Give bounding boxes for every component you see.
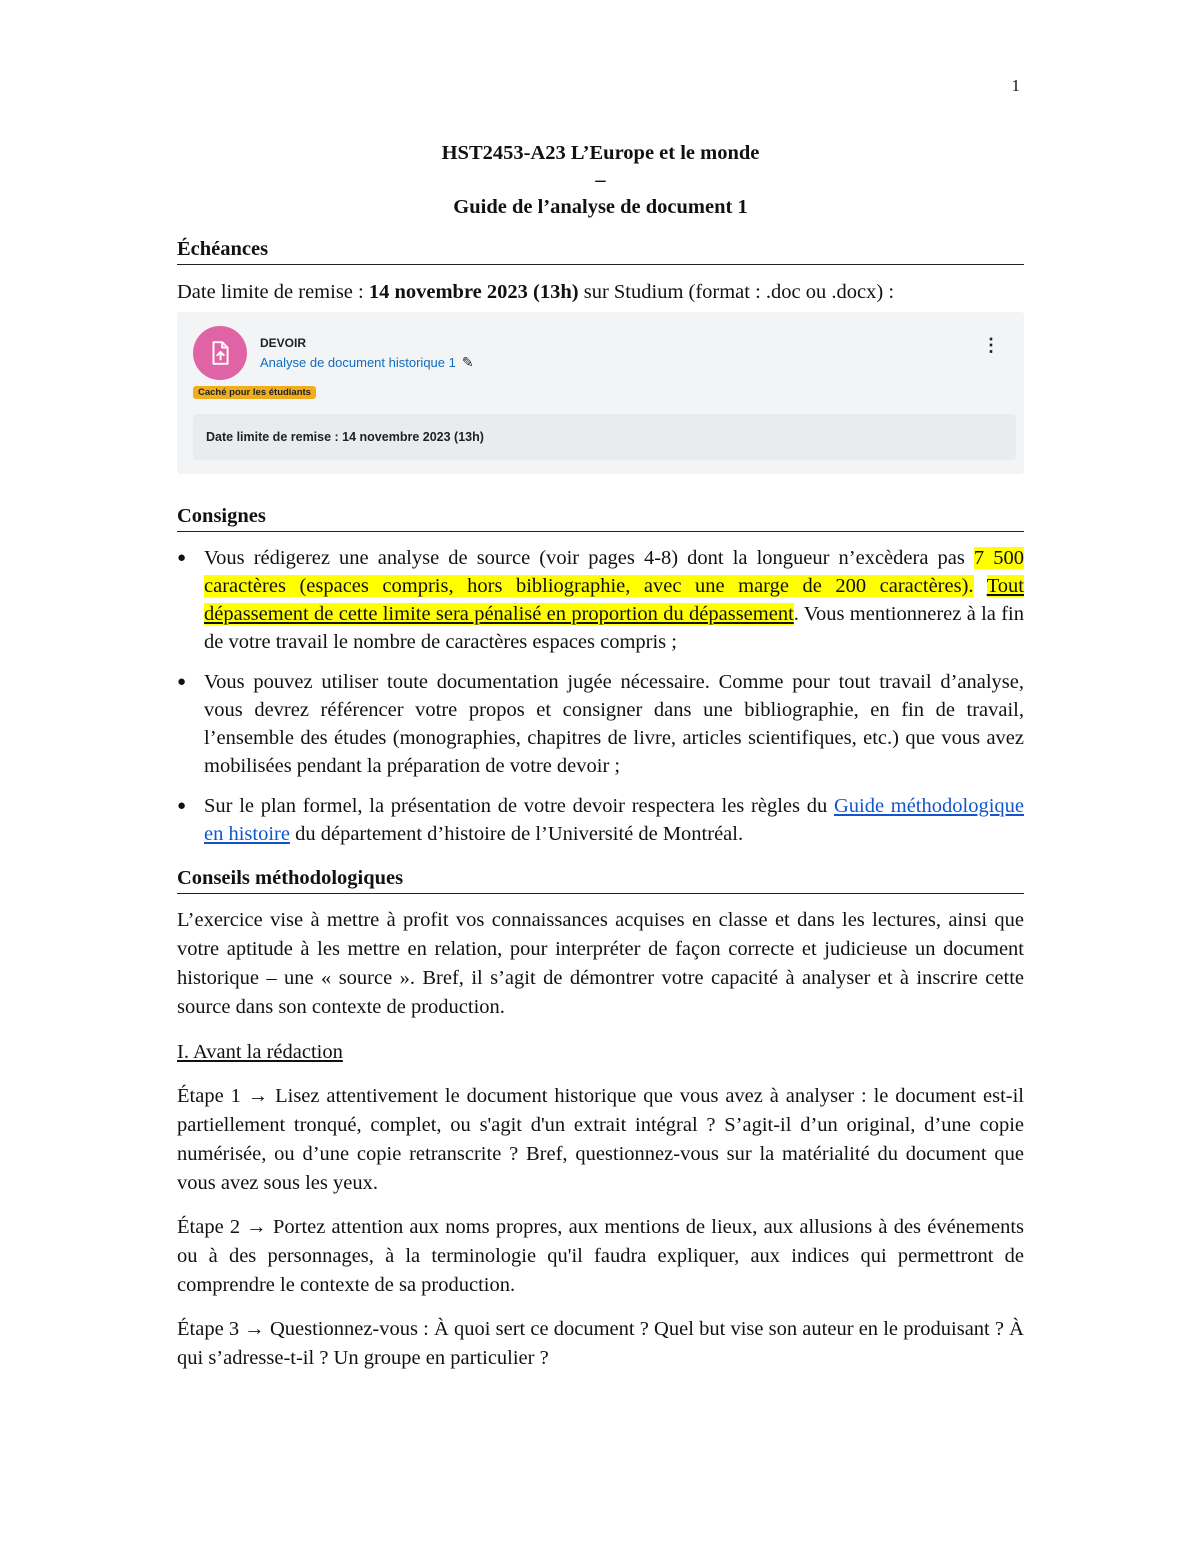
assignment-upload-icon[interactable]: [193, 326, 247, 380]
page-number: 1: [1011, 76, 1020, 95]
document-title: [177, 140, 1024, 221]
deadline-suffix: sur Studium (format : .doc ou .docx) :: [578, 281, 895, 303]
consigne-3-text-a: Sur le plan formel, la présentation de votre devoir respectera les règles du: [204, 795, 834, 817]
pencil-icon[interactable]: ✎: [461, 354, 474, 370]
consignes-list: [177, 544, 1024, 848]
list-item: [177, 668, 1024, 780]
card-type-label: DEVOIR: [260, 336, 307, 350]
kebab-menu-icon[interactable]: ⋮: [982, 335, 1000, 355]
hidden-badge: Caché pour les étudiants: [193, 386, 316, 399]
list-item: [177, 792, 1024, 848]
section-heading-consignes: Consignes: [177, 502, 1024, 532]
bullet-icon: ●: [177, 798, 187, 814]
etape-2: Étape 2 → Portez attention aux noms propres, aux mentions de lieux, aux allusions à des événements ou à des personnages, à la terminologie qu'il faudra expliquer, aux indices qui permettront de comprendre le contexte de sa production.: [177, 1216, 1024, 1296]
consigne-1-text-b: . Vous mentionnerez à la fin de votre travail le nombre de caractères espaces compris ;: [204, 603, 1024, 653]
deadline-date: 14 novembre 2023 (13h): [368, 281, 579, 303]
consigne-1-space: [974, 575, 987, 597]
consigne-1-text-a: Vous rédigerez une analyse de source (voir pages 4-8) dont la longueur n’excèdera pas: [204, 547, 974, 569]
highlight-penalty: Tout dépassement de cette limite sera pénalisé en proportion du dépassement: [204, 575, 1024, 625]
title-line-dash: –: [595, 169, 606, 191]
studium-assignment-card: [177, 312, 1024, 474]
guide-methodologique-link[interactable]: Guide méthodologique en histoire: [204, 795, 1024, 845]
card-title-text[interactable]: Analyse de document historique 1: [260, 355, 456, 370]
document-body: [177, 140, 1024, 1373]
subheading-avant-redaction: I. Avant la rédaction: [177, 1041, 343, 1063]
bullet-icon: ●: [177, 550, 187, 566]
list-item: [177, 544, 1024, 656]
card-deadline-box: Date limite de remise : 14 novembre 2023 (13h): [193, 414, 1016, 460]
deadline-prefix: Date limite de remise :: [177, 281, 369, 303]
title-line-course: HST2453-A23 L’Europe et le monde: [441, 142, 760, 164]
highlight-character-limit: 7 500 caractères (espaces compris, hors bibliographie, avec une marge de 200 caractères).: [204, 547, 1024, 597]
consigne-2-text: Vous pouvez utiliser toute documentation jugée nécessaire. Comme pour tout travail d’analyse, vous devrez référencer votre propos et consigner dans une bibliographie, en fin de travail, l’ensemble des études (monographies, chapitres de livre, articles scientifiques, etc.) que vous avez mobilisées pendant la préparation de votre devoir ;: [204, 671, 1024, 777]
etape-3: Étape 3 → Questionnez-vous : À quoi sert ce document ? Quel but vise son auteur en le produisant ? À qui s’adresse-t-il ? Un groupe en particulier ?: [177, 1318, 1024, 1369]
section-heading-echeances: Échéances: [177, 235, 1024, 265]
bullet-icon: ●: [177, 674, 187, 690]
etape-1: Étape 1 → Lisez attentivement le document historique que vous avez à analyser : le document est-il partiellement tronqué, complet, ou s'agit d'un extrait intégral ? S’agit-il d’un original, d’une copie numérisée, ou d’une copie retranscrite ? Bref, questionnez-vous sur la matérialité du document que vous avez sous les yeux.: [177, 1085, 1024, 1194]
title-line-guide: Guide de l’analyse de document 1: [453, 196, 748, 218]
section-heading-conseils: Conseils méthodologiques: [177, 864, 1024, 894]
deadline-line: [177, 278, 1024, 306]
card-title-link[interactable]: [260, 354, 474, 371]
consigne-3-text-b: du département d’histoire de l’Université de Montréal.: [289, 823, 744, 845]
conseils-intro: L’exercice vise à mettre à profit vos connaissances acquises en classe et dans les lectures, ainsi que votre aptitude à les mettre en relation, pour interpréter de façon correcte et judicieuse un document historique – une « source ». Bref, il s’agit de démontrer votre capacité à analyser et à inscrire cette source dans son contexte de production.: [177, 909, 1024, 1018]
